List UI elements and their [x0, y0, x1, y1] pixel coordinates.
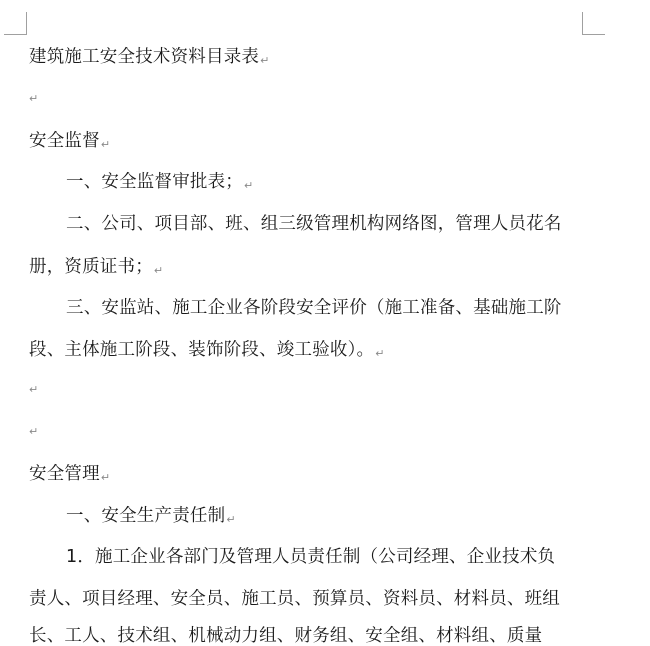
paragraph-mark-icon: ↵	[375, 347, 385, 360]
list-item-responsibility-system[interactable]	[66, 506, 236, 530]
section-heading-supervision[interactable]	[29, 131, 110, 155]
section-heading-management[interactable]	[29, 464, 110, 488]
list-item-org-network-line1[interactable]: 二、公司、项目部、班、组三级管理机构网络图，管理人员花名	[66, 214, 562, 234]
sub-item-dept-responsibility-line1[interactable]: 1．施工企业各部门及管理人员责任制（公司经理、企业技术负	[66, 547, 556, 567]
paragraph-mark-icon: ↵	[244, 179, 254, 192]
sub-item-dept-responsibility-line3[interactable]: 长、工人、技术组、机械动力组、财务组、安全组、材料组、质量	[29, 626, 543, 646]
paragraph-mark-icon: ↵	[100, 138, 111, 151]
sub-item-dept-responsibility-line2[interactable]: 责人、项目经理、安全员、施工员、预算员、资料员、材料员、班组	[29, 589, 560, 609]
paragraph-mark-icon: ↵	[226, 513, 236, 526]
paragraph-mark-icon: ↵	[260, 54, 270, 67]
list-item-text: 册，资质证书；	[29, 257, 153, 277]
section-heading-text: 安全管理	[29, 464, 100, 484]
list-item-safety-evaluation-line2[interactable]	[29, 340, 385, 364]
list-item-text: 段、主体施工阶段、装饰阶段、竣工验收）。	[29, 340, 375, 360]
paragraph-mark-icon: ↵	[153, 264, 164, 277]
empty-paragraph-mark-icon: ↵	[29, 92, 39, 105]
list-item-approval-form[interactable]	[66, 172, 253, 196]
crop-mark-top-left	[4, 12, 27, 35]
document-title-text: 建筑施工安全技术资料目录表	[29, 47, 260, 67]
empty-paragraph-mark-icon: ↵	[29, 383, 39, 396]
list-item-text: 一、安全生产责任制	[66, 506, 226, 526]
empty-paragraph-mark-icon: ↵	[29, 425, 39, 438]
paragraph-mark-icon: ↵	[100, 471, 111, 484]
crop-mark-top-right	[582, 12, 605, 35]
list-item-safety-evaluation-line1[interactable]: 三、安监站、施工企业各阶段安全评价（施工准备、基础施工阶	[66, 298, 562, 318]
document-title[interactable]	[29, 47, 270, 71]
list-item-text: 一、安全监督审批表；	[66, 172, 243, 192]
section-heading-text: 安全监督	[29, 131, 100, 151]
list-item-org-network-line2[interactable]	[29, 257, 163, 281]
